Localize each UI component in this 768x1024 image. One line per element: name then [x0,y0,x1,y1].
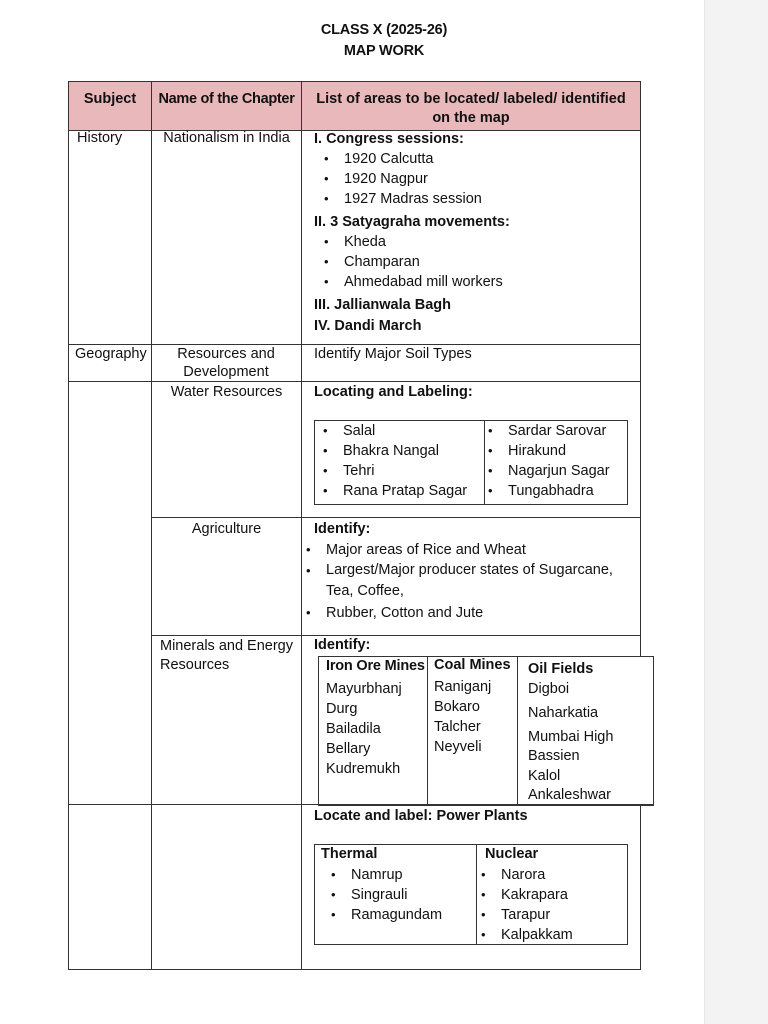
list-item: • Hirakund [484,441,610,461]
list-item: • Kheda [314,232,503,252]
list-item: Mayurbhanj [326,681,402,697]
list-item: • Tehri [313,461,467,481]
list-item: Bellary [326,741,371,757]
header-list: List of areas to be located/ labeled/ identified on the map [316,91,626,126]
list-item: • 1920 Calcutta [314,149,482,169]
list-item: • Nagarjun Sagar [484,461,610,481]
chapter-minerals: Minerals and Energy Resources [160,638,293,673]
agri-heading: Identify: [314,521,371,537]
list-item: Bokaro [434,699,480,715]
list-item: • 1920 Nagpur [314,169,482,189]
list-item: Bailadila [326,721,381,737]
header-chapter: Name of the Chapter [158,91,295,107]
chapter-water: Water Resources [170,384,283,400]
satyagraha-list [314,232,503,292]
congress-heading: I. Congress sessions: [314,131,464,147]
list-item: • Salal [313,421,467,441]
list-item: Talcher [434,719,481,735]
list-item: • Bhakra Nangal [313,441,467,461]
list-item: • Tarapur [477,905,573,925]
nuclear-list [477,865,573,945]
header-subject: Subject [83,91,137,107]
list-item: Raniganj [434,679,492,695]
list-item: • Largest/Major producer states of Sugarcane, Tea, Coffee, [302,560,638,602]
subject-geography: Geography [75,346,147,362]
list-item: • Sardar Sarovar [484,421,610,441]
nuclear-heading: Nuclear [485,846,539,862]
soil-types-text: Identify Major Soil Types [314,346,472,362]
list-item: • Kalpakkam [477,925,573,945]
list-item: Durg [326,701,358,717]
thermal-heading: Thermal [321,846,378,862]
dams-left-list [313,421,467,501]
coal-heading: Coal Mines [434,657,511,673]
iron-list [326,679,402,779]
satyagraha-heading: II. 3 Satyagraha movements: [314,214,510,230]
list-item: Ankaleshwar [528,787,612,803]
list-item: Neyveli [434,739,482,755]
document-subtitle: MAP WORK [343,43,425,59]
jallianwala-item: III. Jallianwala Bagh [314,297,451,313]
subject-history: History [77,130,123,146]
list-item: Bassien [528,748,580,764]
oil-heading: Oil Fields [528,661,594,677]
list-item: • Major areas of Rice and Wheat [302,540,638,560]
minerals-heading: Identify: [314,637,371,653]
chapter-nationalism: Nationalism in India [163,130,290,146]
list-item: • Tungabhadra [484,481,610,501]
coal-list [434,677,491,757]
dams-right-list [484,421,610,501]
chapter-agriculture: Agriculture [191,521,262,537]
list-item: Kalol [528,768,561,784]
chapter-resources: Resources and Development [177,346,275,380]
page-edge [704,0,768,1024]
list-item: • Rana Pratap Sagar [313,481,467,501]
document-title: CLASS X (2025-26) [320,22,448,38]
list-item: Kudremukh [326,761,401,777]
list-item: • Ahmedabad mill workers [314,272,503,292]
list-item: • Singrauli [321,885,442,905]
list-item: Mumbai High [528,729,614,745]
congress-list [314,149,482,209]
water-heading: Locating and Labeling: [314,384,473,400]
power-heading: Locate and label: Power Plants [314,808,528,824]
iron-heading: Iron Ore Mines [326,658,425,674]
list-item: • Narora [477,865,573,885]
list-item: • Ramagundam [321,905,442,925]
agri-list [302,540,638,624]
thermal-list [321,865,442,925]
list-item: • 1927 Madras session [314,189,482,209]
list-item: • Rubber, Cotton and Jute [302,602,638,624]
list-item: Naharkatia [528,705,599,721]
list-item: • Kakrapara [477,885,573,905]
list-item: Digboi [528,681,570,697]
dandi-item: IV. Dandi March [314,318,422,334]
list-item: • Champaran [314,252,503,272]
list-item: • Namrup [321,865,442,885]
